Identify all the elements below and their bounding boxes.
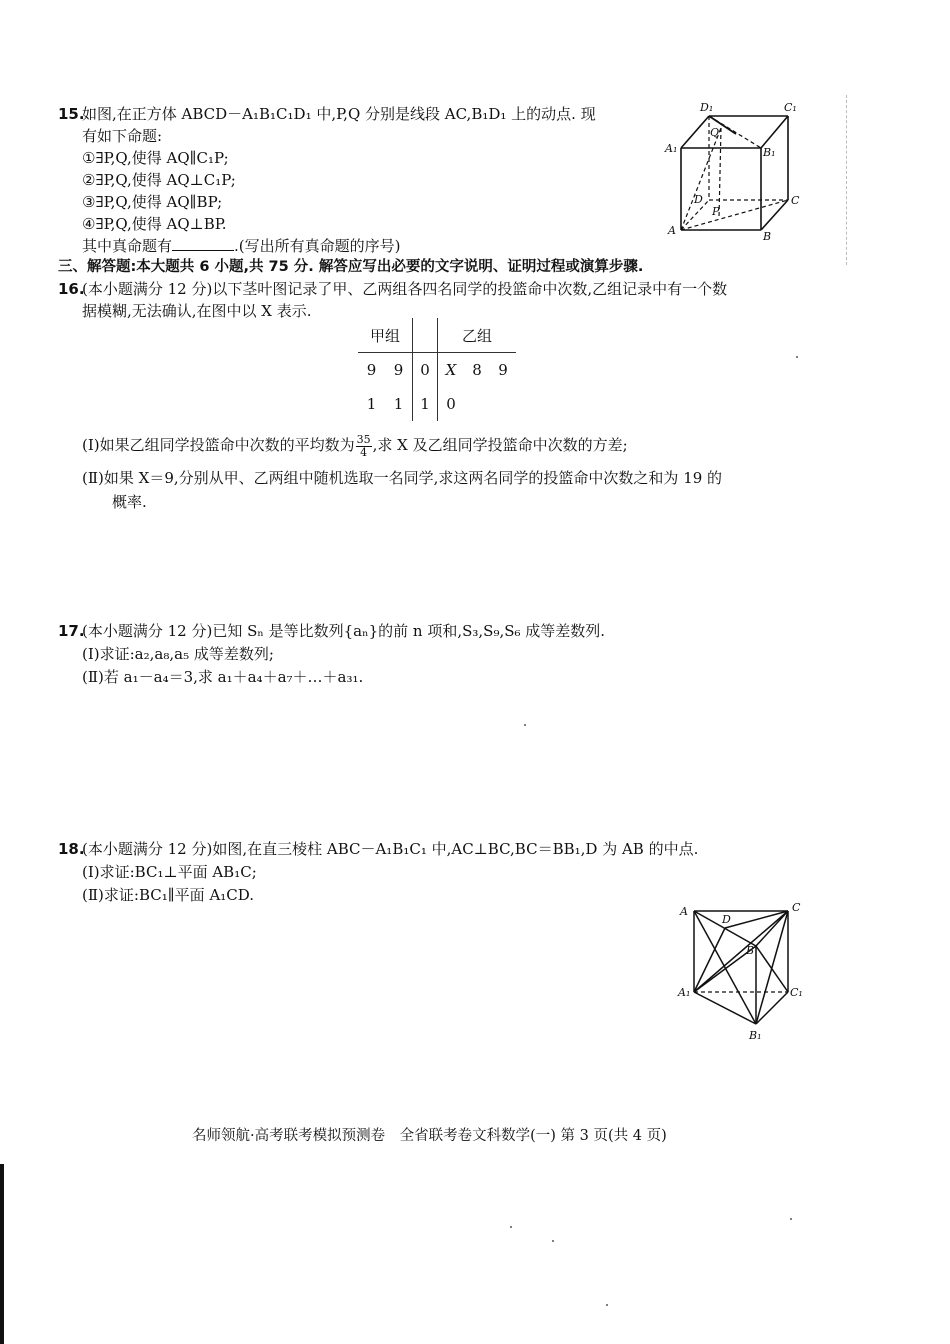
stem-leaf-plot: [358, 318, 516, 421]
leaf: 0: [446, 395, 456, 413]
question-number: 15.: [58, 105, 85, 123]
label-D: D: [694, 193, 703, 206]
scan-edge-bar: [0, 1164, 4, 1344]
label-A1: A₁: [665, 142, 678, 155]
answer-line: [82, 236, 401, 257]
leaf: 8: [472, 361, 482, 379]
answer-blank[interactable]: [172, 236, 234, 251]
scan-margin-line: [846, 95, 847, 265]
part1-text: (Ⅰ)如果乙组同学投篮命中次数的平均数为: [82, 436, 355, 454]
part2-text: (Ⅱ)若 a₁－a₄＝3,求 a₁＋a₄＋a₇＋…＋a₃₁.: [82, 668, 364, 686]
fraction-numerator: 35: [356, 432, 371, 446]
label-P: P: [712, 205, 720, 218]
label-B: B: [763, 230, 772, 243]
leaf: 1: [366, 395, 377, 413]
group-b-label: 乙组: [438, 318, 517, 353]
question-text: 有如下命题:: [82, 127, 163, 145]
proposition-3: ③∃P,Q,使得 AQ∥BP;: [82, 193, 223, 211]
question-text: 如图,在正方体 ABCD－A₁B₁C₁D₁ 中,P,Q 分别是线段 AC,B₁D₁ 上的动点. 现: [82, 105, 596, 123]
part2-text: (Ⅱ)如果 X＝9,分别从甲、乙两组中随机选取一名同学,求这两名同学的投篮命中次数之和为 19 的: [82, 469, 723, 487]
q16-part1: [82, 432, 628, 459]
stem: 1: [413, 387, 438, 421]
fraction: [356, 434, 372, 459]
plot-row: [358, 387, 516, 421]
fraction-denominator: 4: [360, 445, 368, 459]
label-A1: A₁: [678, 986, 691, 999]
leaf: X: [445, 361, 457, 379]
leaf: 9: [366, 361, 377, 379]
question-text: (本小题满分 12 分)以下茎叶图记录了甲、乙两组各四名同学的投篮命中次数,乙组记录中有一个数: [82, 280, 728, 298]
plot-header: [358, 318, 516, 353]
label-C: C: [792, 901, 801, 914]
section-heading: 三、解答题:本大题共 6 小题,共 75 分. 解答应写出必要的文字说明、证明过程或演算步骤.: [58, 259, 644, 275]
label-C1: C₁: [784, 101, 797, 114]
part1-text: ,求 X 及乙组同学投篮命中次数的方差;: [372, 436, 628, 454]
label-B1: B₁: [749, 1029, 762, 1042]
page-footer: 名师领航·高考联考模拟预测卷 全省联考卷文科数学(一) 第 3 页(共 4 页): [192, 1128, 667, 1144]
part2-text: 概率.: [112, 493, 147, 511]
answer-prefix: 其中真命题有: [82, 237, 173, 255]
label-A: A: [680, 905, 688, 918]
question-number: 16.: [58, 280, 85, 298]
part1-text: (Ⅰ)求证:BC₁⊥平面 AB₁C;: [82, 863, 257, 881]
question-number: 17.: [58, 622, 85, 640]
question-text: (本小题满分 12 分)如图,在直三棱柱 ABC－A₁B₁C₁ 中,AC⊥BC,BC＝BB₁,D 为 AB 的中点.: [82, 840, 699, 858]
prism-figure: [676, 896, 816, 1046]
proposition-4: ④∃P,Q,使得 AQ⊥BP.: [82, 215, 227, 233]
question-text: (本小题满分 12 分)已知 Sₙ 是等比数列{aₙ}的前 n 项和,S₃,S₉,S₆ 成等差数列.: [82, 622, 606, 640]
stem: 0: [413, 353, 438, 388]
plot-row: [358, 353, 516, 388]
label-D1: D₁: [700, 101, 714, 114]
label-A: A: [668, 224, 676, 237]
answer-suffix: .(写出所有真命题的序号): [234, 237, 401, 255]
leaf: 9: [393, 361, 404, 379]
question-number: 18.: [58, 840, 85, 858]
part1-text: (Ⅰ)求证:a₂,a₈,a₅ 成等差数列;: [82, 645, 274, 663]
label-C: C: [791, 194, 800, 207]
proposition-1: ①∃P,Q,使得 AQ∥C₁P;: [82, 149, 229, 167]
label-B1: B₁: [763, 146, 776, 159]
label-B: B: [746, 944, 755, 957]
label-Q: Q: [710, 126, 720, 139]
question-text: 据模糊,无法确认,在图中以 X 表示.: [82, 302, 312, 320]
proposition-2: ②∃P,Q,使得 AQ⊥C₁P;: [82, 171, 236, 189]
leaf: 1: [393, 395, 404, 413]
group-a-label: 甲组: [358, 318, 413, 353]
label-C1: C₁: [790, 986, 803, 999]
label-D: D: [722, 913, 731, 926]
cube-figure: [664, 100, 810, 244]
part2-text: (Ⅱ)求证:BC₁∥平面 A₁CD.: [82, 886, 255, 904]
leaf: 9: [498, 361, 508, 379]
